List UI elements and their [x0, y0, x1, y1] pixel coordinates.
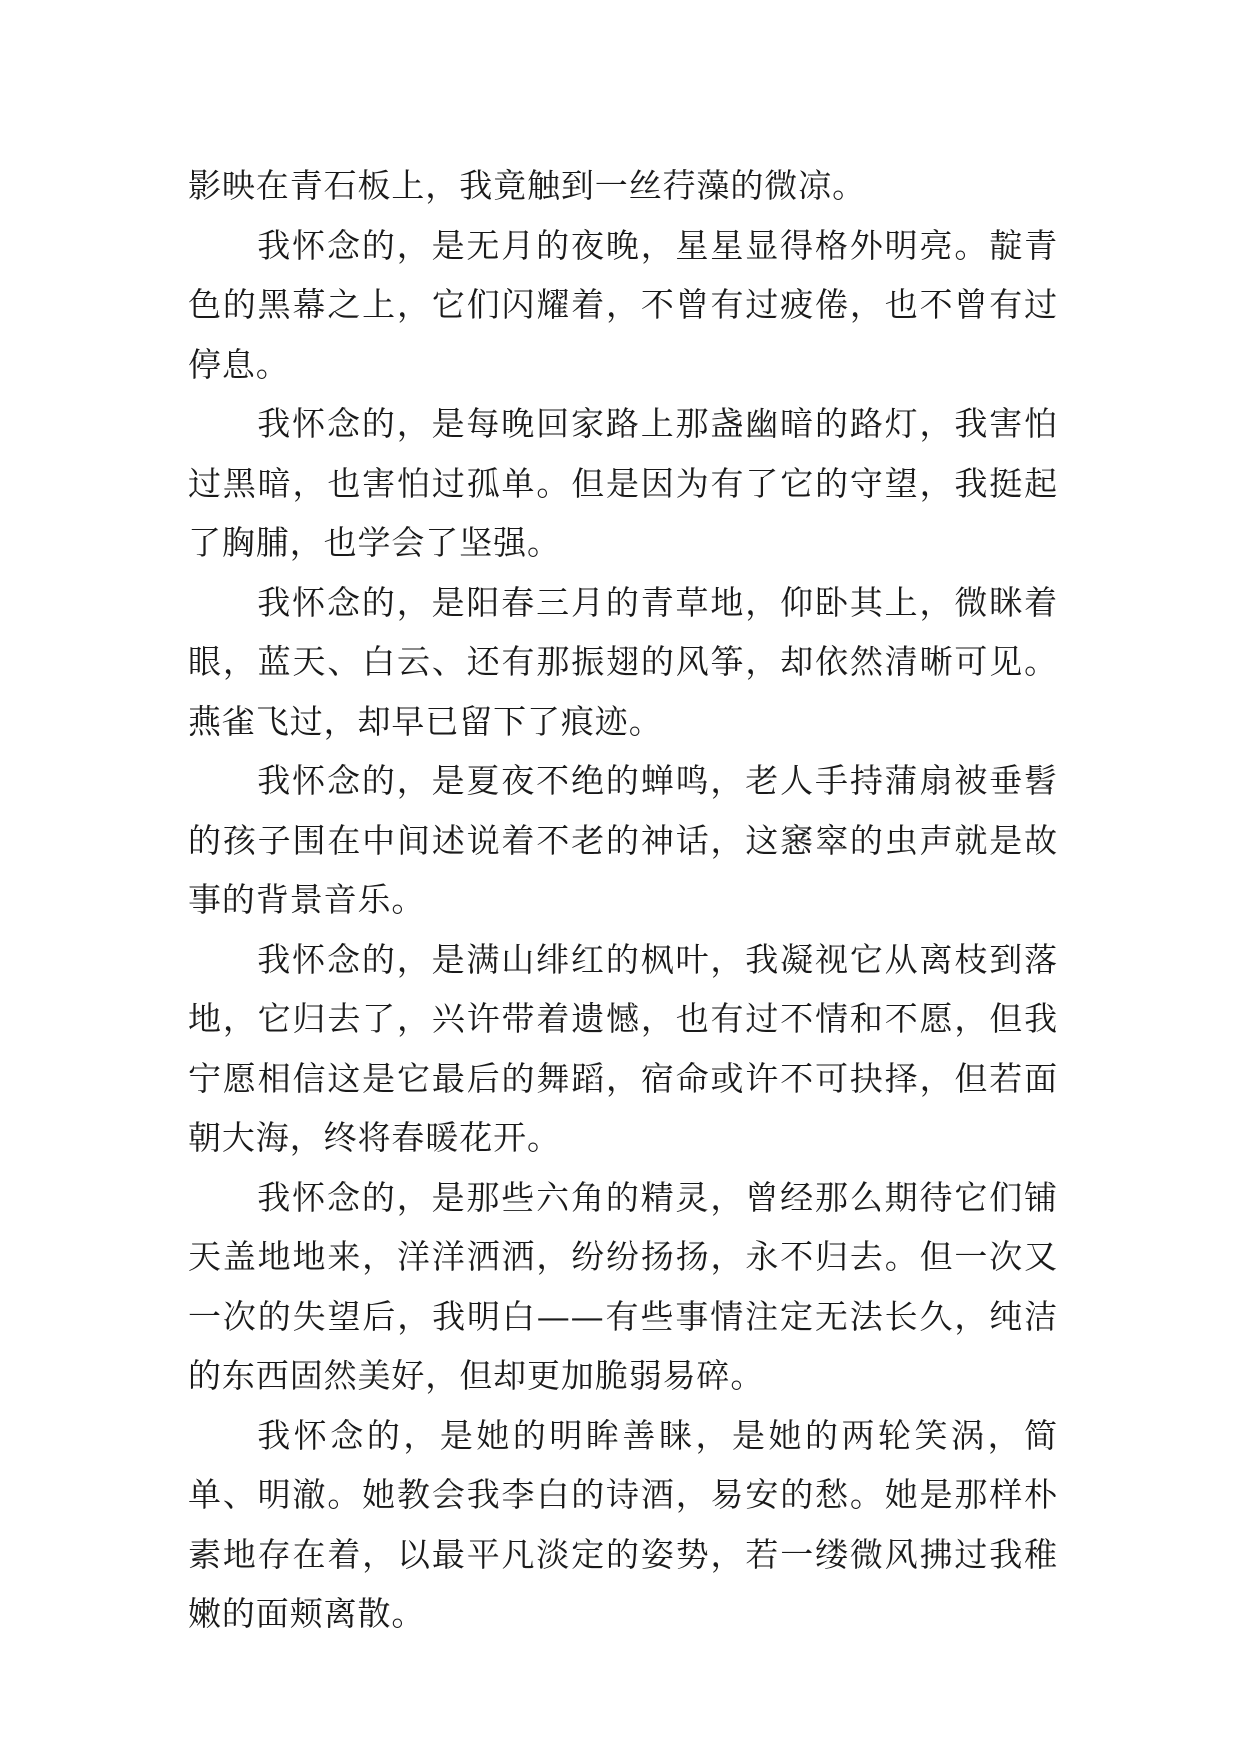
paragraph-spring-meadow: 我怀念的，是阳春三月的青草地，仰卧其上，微眯着眼，蓝天、白云、还有那振翅的风筝，却依然清晰可见。燕雀飞过，却早已留下了痕迹。	[188, 582, 1058, 741]
paragraph-starry-night: 我怀念的，是无月的夜晚，星星显得格外明亮。靛青色的黑幕之上，它们闪耀着，不曾有过疲倦，也不曾有过停息。	[188, 225, 1058, 384]
paragraph-maple-leaves: 我怀念的，是满山绯红的枫叶，我凝视它从离枝到落地，它归去了，兴许带着遗憾，也有过不情和不愿，但我宁愿相信这是它最后的舞蹈，宿命或许不可抉择，但若面朝大海，终将春暖花开。	[188, 939, 1058, 1157]
paragraph-summer-cicadas: 我怀念的，是夏夜不绝的蝉鸣，老人手持蒲扇被垂髫的孩子围在中间述说着不老的神话，这窸窣的虫声就是故事的背景音乐。	[188, 761, 1058, 919]
essay-body	[188, 156, 1058, 1644]
paragraph-snowflakes: 我怀念的，是那些六角的精灵，曾经那么期待它们铺天盖地地来，洋洋洒洒，纷纷扬扬，永不归去。但一次又一次的失望后，我明白——有些事情注定无法长久，纯洁的东西固然美好，但却更加脆弱易碎。	[188, 1177, 1058, 1395]
paragraph-street-lamp: 我怀念的，是每晚回家路上那盏幽暗的路灯，我害怕过黑暗，也害怕过孤单。但是因为有了它的守望，我挺起了胸脯，也学会了坚强。	[188, 404, 1058, 562]
paragraph-continuation: 影映在青石板上，我竟触到一丝荇藻的微凉。	[188, 166, 866, 205]
paragraph-her-smile: 我怀念的，是她的明眸善睐，是她的两轮笑涡，简单、明澈。她教会我李白的诗酒，易安的愁。她是那样朴素地存在着，以最平凡淡定的姿势，若一缕微风拂过我稚嫩的面颊离散。	[188, 1415, 1058, 1633]
